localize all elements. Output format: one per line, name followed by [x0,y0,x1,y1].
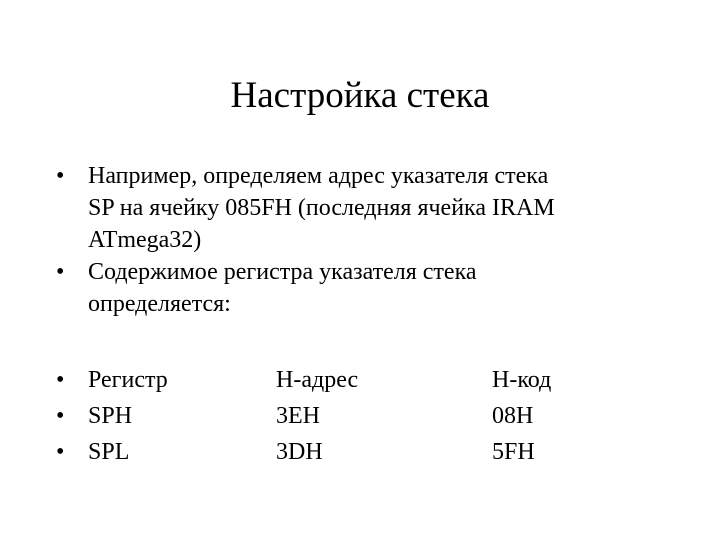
cell-address: 3EH [276,403,320,429]
bullet-glyph: • [56,259,65,285]
header-address: H-адрес [276,367,359,393]
cell-register: SPL [88,439,130,465]
bullet-glyph: • [56,439,65,465]
bullet-glyph: • [56,403,65,429]
bullet-text [88,256,676,320]
bullet-text [88,160,676,256]
register-table [56,362,676,470]
table-row [56,398,676,434]
bullet-line: Например, определяем адрес указателя стека [88,163,549,189]
bullet-line: определяется: [88,291,231,317]
bullet-line: Содержимое регистра указателя стека [88,259,477,285]
bullet-item-stack-pointer-address [56,160,676,256]
header-register: Регистр [88,367,168,393]
header-code: H-код [492,367,552,393]
bullet-glyph: • [56,367,65,393]
table-header-row [56,362,676,398]
table-row [56,434,676,470]
cell-register: SPH [88,403,133,429]
bullet-line: SP на ячейку 085FH (последняя ячейка IRAM [88,195,555,221]
bullet-line: ATmega32) [88,227,202,253]
slide-title: Настройка стека [230,75,490,116]
bullet-glyph: • [56,163,65,189]
cell-address: 3DH [276,439,323,465]
cell-code: 08H [492,403,534,429]
bullet-list [56,160,676,320]
bullet-item-register-contents [56,256,676,320]
cell-code: 5FH [492,439,535,465]
